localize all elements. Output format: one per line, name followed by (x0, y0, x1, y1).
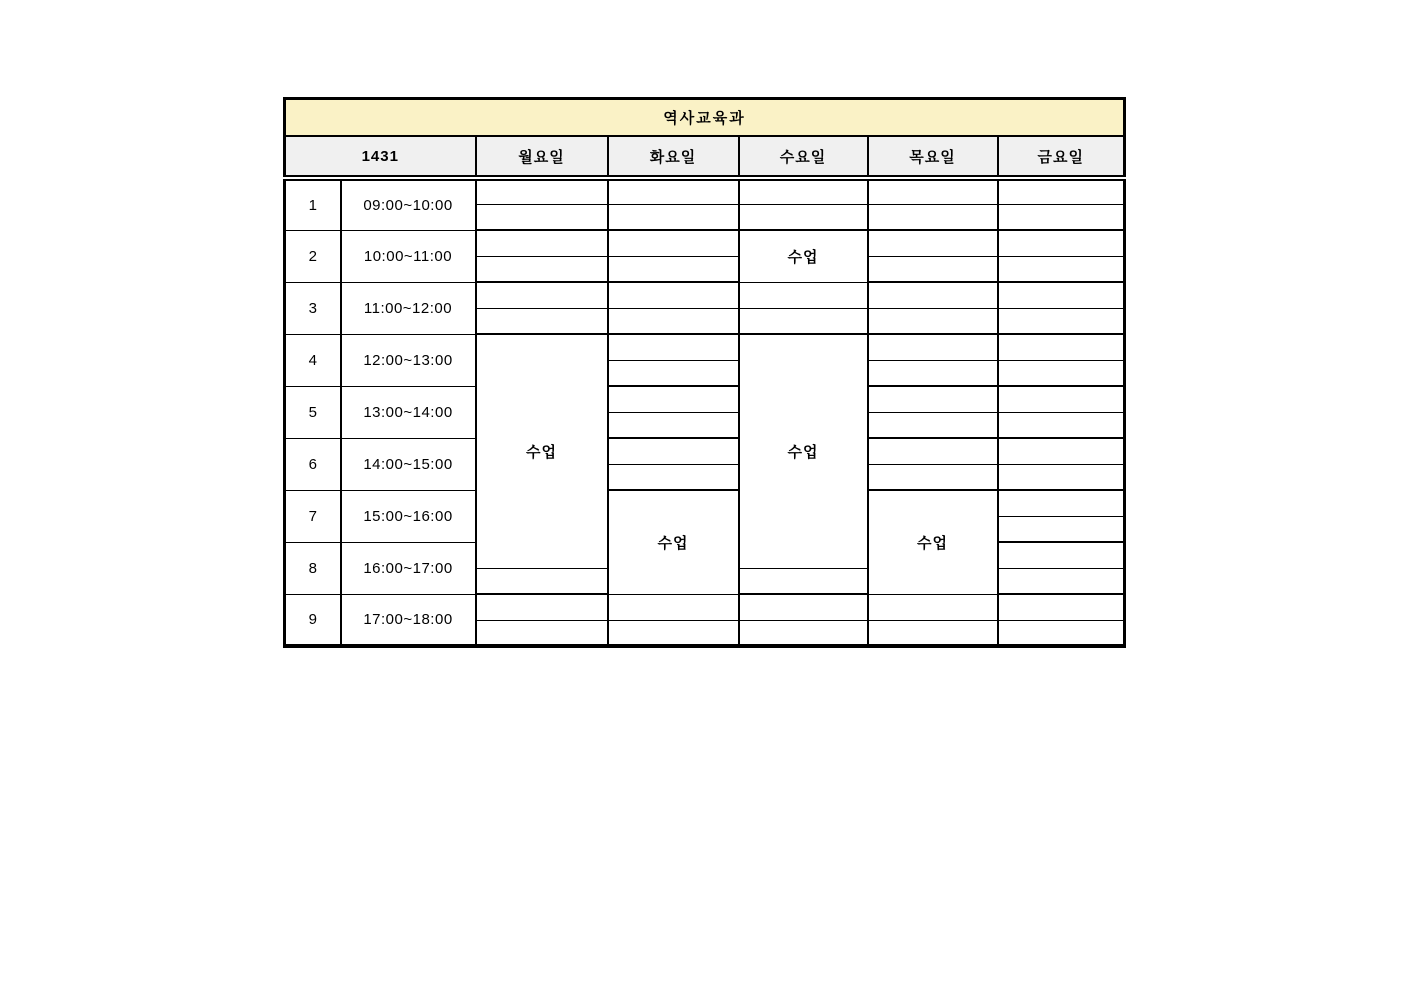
empty-slot (868, 412, 998, 438)
period-number-3: 3 (285, 282, 341, 334)
period-number-9: 9 (285, 594, 341, 646)
empty-slot (608, 308, 739, 334)
empty-slot (868, 438, 998, 464)
empty-slot (998, 282, 1125, 308)
empty-slot (998, 256, 1125, 282)
period-time-3: 11:00~12:00 (341, 282, 476, 334)
empty-slot (868, 334, 998, 360)
empty-slot (998, 386, 1125, 412)
empty-slot (868, 256, 998, 282)
empty-slot (998, 438, 1125, 464)
empty-slot (608, 204, 739, 230)
period-time-8: 16:00~17:00 (341, 542, 476, 594)
empty-slot (868, 594, 998, 620)
empty-slot (998, 360, 1125, 386)
period-number-2: 2 (285, 230, 341, 282)
empty-slot (868, 204, 998, 230)
empty-slot (739, 620, 868, 646)
empty-slot (998, 490, 1125, 516)
period-time-2: 10:00~11:00 (341, 230, 476, 282)
header-day-thursday: 목요일 (868, 136, 998, 178)
period-number-6: 6 (285, 438, 341, 490)
empty-slot (476, 230, 608, 256)
empty-slot (998, 464, 1125, 490)
empty-slot (476, 308, 608, 334)
header-day-friday: 금요일 (998, 136, 1125, 178)
period-time-5: 13:00~14:00 (341, 386, 476, 438)
empty-slot (739, 204, 868, 230)
empty-slot (739, 568, 868, 594)
empty-slot (998, 594, 1125, 620)
empty-slot (608, 282, 739, 308)
empty-slot (608, 386, 739, 412)
timetable (283, 97, 1126, 648)
empty-slot (608, 256, 739, 282)
empty-slot (868, 360, 998, 386)
empty-slot (608, 178, 739, 204)
empty-slot (608, 620, 739, 646)
empty-slot (608, 334, 739, 360)
class-block-tuesday: 수업 (608, 490, 739, 594)
empty-slot (476, 204, 608, 230)
period-number-4: 4 (285, 334, 341, 386)
empty-slot (476, 568, 608, 594)
header-code: 1431 (285, 136, 476, 178)
empty-slot (476, 256, 608, 282)
class-block-monday: 수업 (476, 334, 608, 568)
period-time-6: 14:00~15:00 (341, 438, 476, 490)
empty-slot (608, 594, 739, 620)
class-block-wednesday: 수업 (739, 334, 868, 568)
header-day-wednesday: 수요일 (739, 136, 868, 178)
empty-slot (868, 308, 998, 334)
header-day-tuesday: 화요일 (608, 136, 739, 178)
header-day-monday: 월요일 (476, 136, 608, 178)
empty-slot (998, 516, 1125, 542)
empty-slot (868, 178, 998, 204)
empty-slot (998, 568, 1125, 594)
period-time-4: 12:00~13:00 (341, 334, 476, 386)
empty-slot (476, 594, 608, 620)
empty-slot (868, 620, 998, 646)
empty-slot (739, 594, 868, 620)
period-time-7: 15:00~16:00 (341, 490, 476, 542)
empty-slot (998, 178, 1125, 204)
empty-slot (998, 334, 1125, 360)
period-number-5: 5 (285, 386, 341, 438)
empty-slot (998, 620, 1125, 646)
empty-slot (868, 386, 998, 412)
empty-slot (868, 464, 998, 490)
empty-slot (608, 464, 739, 490)
period-number-7: 7 (285, 490, 341, 542)
empty-slot (739, 308, 868, 334)
empty-slot (608, 230, 739, 256)
empty-slot (998, 230, 1125, 256)
class-block-wednesday-morning: 수업 (739, 230, 868, 282)
empty-slot (739, 282, 868, 308)
period-time-1: 09:00~10:00 (341, 178, 476, 230)
empty-slot (998, 542, 1125, 568)
empty-slot (476, 282, 608, 308)
empty-slot (739, 178, 868, 204)
empty-slot (998, 204, 1125, 230)
timetable-title: 역사교육과 (285, 99, 1125, 137)
empty-slot (608, 412, 739, 438)
period-time-9: 17:00~18:00 (341, 594, 476, 646)
empty-slot (608, 438, 739, 464)
period-number-8: 8 (285, 542, 341, 594)
empty-slot (998, 308, 1125, 334)
period-number-1: 1 (285, 178, 341, 230)
empty-slot (868, 282, 998, 308)
empty-slot (476, 178, 608, 204)
empty-slot (476, 620, 608, 646)
class-block-thursday: 수업 (868, 490, 998, 594)
empty-slot (868, 230, 998, 256)
empty-slot (998, 412, 1125, 438)
empty-slot (608, 360, 739, 386)
